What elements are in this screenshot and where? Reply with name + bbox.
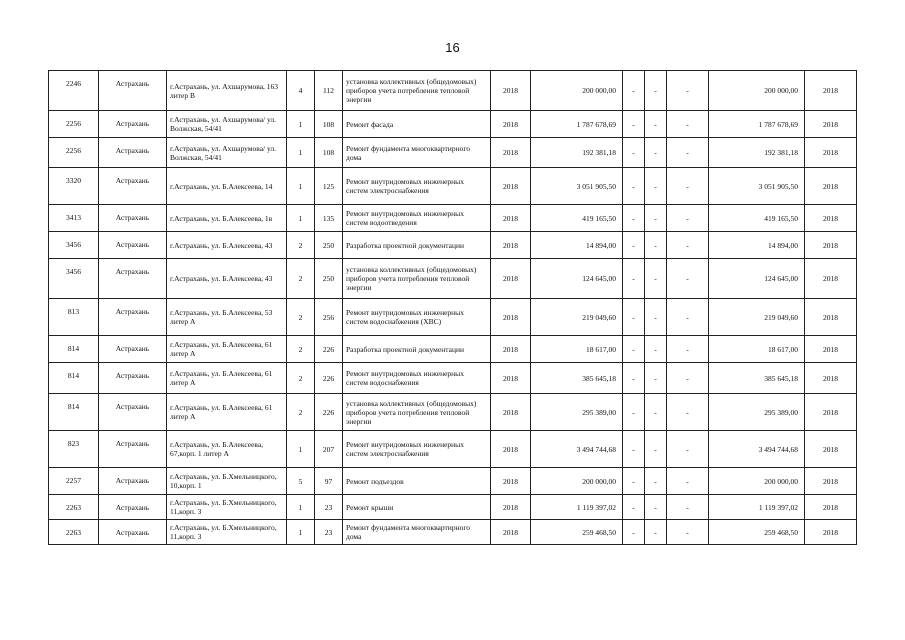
row-year-end: 2018 xyxy=(805,299,857,336)
row-year-end: 2018 xyxy=(805,71,857,111)
row-year-end: 2018 xyxy=(805,363,857,394)
row-dash-2: - xyxy=(645,232,667,259)
row-id: 2246 xyxy=(49,71,99,111)
row-total: 14 894,00 xyxy=(709,232,805,259)
row-total: 18 617,00 xyxy=(709,336,805,363)
row-address: г.Астрахань, ул. Б.Алексеева, 67,корп. 1 литер А xyxy=(167,431,287,468)
row-work-type: установка коллективных (общедомовых) приборов учета потребления тепловой энергии xyxy=(343,259,491,299)
row-id: 2263 xyxy=(49,520,99,545)
row-year: 2018 xyxy=(491,468,531,495)
row-year: 2018 xyxy=(491,336,531,363)
row-work-type: Ремонт внутридомовых инженерных систем электроснабжения xyxy=(343,168,491,205)
row-floors: 1 xyxy=(287,168,315,205)
row-work-type: Разработка проектной документации xyxy=(343,232,491,259)
row-dash-2: - xyxy=(645,168,667,205)
row-dash-2: - xyxy=(645,363,667,394)
row-city: Астрахань xyxy=(99,431,167,468)
row-year: 2018 xyxy=(491,138,531,168)
row-dash-2: - xyxy=(645,138,667,168)
row-year-end: 2018 xyxy=(805,520,857,545)
table-row xyxy=(49,168,857,205)
row-year-end: 2018 xyxy=(805,495,857,520)
row-city: Астрахань xyxy=(99,495,167,520)
row-dash-2: - xyxy=(645,299,667,336)
row-address: г.Астрахань, ул. Б.Алексеева, 61 литер А xyxy=(167,336,287,363)
row-id: 814 xyxy=(49,394,99,431)
row-sum: 1 787 678,69 xyxy=(531,111,623,138)
row-city: Астрахань xyxy=(99,520,167,545)
row-city: Астрахань xyxy=(99,363,167,394)
row-id: 814 xyxy=(49,363,99,394)
row-dash-1: - xyxy=(623,394,645,431)
row-year-end: 2018 xyxy=(805,394,857,431)
row-apartments: 226 xyxy=(315,394,343,431)
row-dash-2: - xyxy=(645,520,667,545)
row-work-type: Ремонт фасада xyxy=(343,111,491,138)
row-dash-1: - xyxy=(623,520,645,545)
row-floors: 4 xyxy=(287,71,315,111)
row-sum: 259 468,50 xyxy=(531,520,623,545)
row-dash-3: - xyxy=(667,259,709,299)
row-sum: 3 494 744,68 xyxy=(531,431,623,468)
row-city: Астрахань xyxy=(99,71,167,111)
row-total: 385 645,18 xyxy=(709,363,805,394)
row-address: г.Астрахань, ул. Б.Алексеева, 53 литер А xyxy=(167,299,287,336)
row-dash-1: - xyxy=(623,495,645,520)
row-total: 3 051 905,50 xyxy=(709,168,805,205)
row-work-type: Ремонт крыши xyxy=(343,495,491,520)
row-work-type: Разработка проектной документации xyxy=(343,336,491,363)
row-dash-1: - xyxy=(623,168,645,205)
row-dash-1: - xyxy=(623,111,645,138)
row-dash-3: - xyxy=(667,363,709,394)
row-dash-1: - xyxy=(623,205,645,232)
table-row xyxy=(49,259,857,299)
row-dash-3: - xyxy=(667,336,709,363)
row-sum: 219 049,60 xyxy=(531,299,623,336)
row-id: 3413 xyxy=(49,205,99,232)
row-total: 192 381,18 xyxy=(709,138,805,168)
row-year-end: 2018 xyxy=(805,468,857,495)
row-city: Астрахань xyxy=(99,336,167,363)
row-work-type: Ремонт внутридомовых инженерных систем водоотведения xyxy=(343,205,491,232)
table-row xyxy=(49,299,857,336)
table-row xyxy=(49,520,857,545)
row-dash-3: - xyxy=(667,205,709,232)
row-address: г.Астрахань, ул. Б.Алексеева, 14 xyxy=(167,168,287,205)
row-city: Астрахань xyxy=(99,168,167,205)
row-total: 259 468,50 xyxy=(709,520,805,545)
row-city: Астрахань xyxy=(99,232,167,259)
row-floors: 2 xyxy=(287,299,315,336)
row-dash-3: - xyxy=(667,520,709,545)
row-address: г.Астрахань, ул. Б.Хмельницкого, 10,корп. 1 xyxy=(167,468,287,495)
row-sum: 124 645,00 xyxy=(531,259,623,299)
row-total: 1 119 397,02 xyxy=(709,495,805,520)
row-sum: 192 381,18 xyxy=(531,138,623,168)
row-city: Астрахань xyxy=(99,111,167,138)
row-floors: 2 xyxy=(287,336,315,363)
row-year: 2018 xyxy=(491,232,531,259)
row-dash-1: - xyxy=(623,363,645,394)
row-city: Астрахань xyxy=(99,138,167,168)
row-address: г.Астрахань, ул. Б.Хмельницкого, 11,корп. 3 xyxy=(167,520,287,545)
table-row xyxy=(49,468,857,495)
row-address: г.Астрахань, ул. Б.Алексеева, 43 xyxy=(167,259,287,299)
row-dash-2: - xyxy=(645,468,667,495)
row-year: 2018 xyxy=(491,111,531,138)
row-floors: 1 xyxy=(287,138,315,168)
row-total: 295 389,00 xyxy=(709,394,805,431)
row-year-end: 2018 xyxy=(805,259,857,299)
row-floors: 2 xyxy=(287,259,315,299)
row-floors: 2 xyxy=(287,363,315,394)
row-city: Астрахань xyxy=(99,259,167,299)
row-work-type: Ремонт фундамента многоквартирного дома xyxy=(343,520,491,545)
repair-program-table xyxy=(48,70,857,545)
row-dash-3: - xyxy=(667,431,709,468)
row-dash-1: - xyxy=(623,71,645,111)
row-dash-3: - xyxy=(667,232,709,259)
row-address: г.Астрахань, ул. Ахшарумова, 163 литер В xyxy=(167,71,287,111)
row-id: 813 xyxy=(49,299,99,336)
row-sum: 18 617,00 xyxy=(531,336,623,363)
row-city: Астрахань xyxy=(99,468,167,495)
row-address: г.Астрахань, ул. Б.Хмельницкого, 11,корп. 3 xyxy=(167,495,287,520)
row-floors: 1 xyxy=(287,431,315,468)
row-apartments: 135 xyxy=(315,205,343,232)
row-year-end: 2018 xyxy=(805,205,857,232)
row-year: 2018 xyxy=(491,299,531,336)
row-apartments: 250 xyxy=(315,259,343,299)
table-row xyxy=(49,205,857,232)
row-id: 2256 xyxy=(49,111,99,138)
row-year-end: 2018 xyxy=(805,431,857,468)
row-id: 2257 xyxy=(49,468,99,495)
row-total: 200 000,00 xyxy=(709,71,805,111)
row-year: 2018 xyxy=(491,495,531,520)
row-dash-1: - xyxy=(623,259,645,299)
row-year-end: 2018 xyxy=(805,336,857,363)
row-total: 1 787 678,69 xyxy=(709,111,805,138)
row-year: 2018 xyxy=(491,520,531,545)
row-apartments: 250 xyxy=(315,232,343,259)
row-year-end: 2018 xyxy=(805,232,857,259)
row-dash-3: - xyxy=(667,468,709,495)
row-id: 2263 xyxy=(49,495,99,520)
table-body xyxy=(49,71,857,545)
row-id: 3456 xyxy=(49,232,99,259)
row-sum: 385 645,18 xyxy=(531,363,623,394)
row-total: 200 000,00 xyxy=(709,468,805,495)
row-floors: 1 xyxy=(287,495,315,520)
row-id: 3320 xyxy=(49,168,99,205)
row-address: г.Астрахань, ул. Ахшарумова/ ул. Волжская, 54/41 xyxy=(167,111,287,138)
row-dash-3: - xyxy=(667,111,709,138)
row-apartments: 23 xyxy=(315,495,343,520)
row-apartments: 108 xyxy=(315,138,343,168)
row-address: г.Астрахань, ул. Б.Алексеева, 61 литер А xyxy=(167,363,287,394)
row-work-type: Ремонт фундамента многоквартирного дома xyxy=(343,138,491,168)
row-work-type: Ремонт внутридомовых инженерных систем водоснабжения (ХВС) xyxy=(343,299,491,336)
row-year: 2018 xyxy=(491,259,531,299)
table-row xyxy=(49,111,857,138)
table-row xyxy=(49,138,857,168)
row-dash-2: - xyxy=(645,259,667,299)
row-address: г.Астрахань, ул. Б.Алексеева, 43 xyxy=(167,232,287,259)
row-address: г.Астрахань, ул. Б.Алексеева, 61 литер А xyxy=(167,394,287,431)
row-dash-2: - xyxy=(645,394,667,431)
row-year-end: 2018 xyxy=(805,168,857,205)
row-apartments: 108 xyxy=(315,111,343,138)
row-id: 823 xyxy=(49,431,99,468)
row-sum: 295 389,00 xyxy=(531,394,623,431)
row-dash-1: - xyxy=(623,431,645,468)
row-apartments: 112 xyxy=(315,71,343,111)
row-dash-3: - xyxy=(667,299,709,336)
row-dash-2: - xyxy=(645,431,667,468)
row-work-type: Ремонт внутридомовых инженерных систем водоснабжения xyxy=(343,363,491,394)
table-row xyxy=(49,232,857,259)
row-id: 3456 xyxy=(49,259,99,299)
row-dash-3: - xyxy=(667,71,709,111)
row-id: 2256 xyxy=(49,138,99,168)
table-row xyxy=(49,71,857,111)
row-apartments: 256 xyxy=(315,299,343,336)
row-city: Астрахань xyxy=(99,394,167,431)
row-dash-1: - xyxy=(623,232,645,259)
row-dash-3: - xyxy=(667,394,709,431)
table-row xyxy=(49,431,857,468)
row-dash-1: - xyxy=(623,468,645,495)
row-sum: 200 000,00 xyxy=(531,71,623,111)
row-apartments: 125 xyxy=(315,168,343,205)
row-floors: 1 xyxy=(287,111,315,138)
row-dash-3: - xyxy=(667,495,709,520)
row-floors: 5 xyxy=(287,468,315,495)
row-year: 2018 xyxy=(491,394,531,431)
row-total: 219 049,60 xyxy=(709,299,805,336)
row-dash-2: - xyxy=(645,205,667,232)
row-work-type: Ремонт внутридомовых инженерных систем электроснабжения xyxy=(343,431,491,468)
row-year: 2018 xyxy=(491,71,531,111)
row-dash-1: - xyxy=(623,336,645,363)
row-city: Астрахань xyxy=(99,299,167,336)
row-apartments: 226 xyxy=(315,363,343,394)
row-sum: 200 000,00 xyxy=(531,468,623,495)
table-row xyxy=(49,363,857,394)
row-total: 419 165,50 xyxy=(709,205,805,232)
row-sum: 3 051 905,50 xyxy=(531,168,623,205)
row-year: 2018 xyxy=(491,431,531,468)
row-dash-3: - xyxy=(667,138,709,168)
row-sum: 14 894,00 xyxy=(531,232,623,259)
page-number: 16 xyxy=(445,40,460,55)
row-year: 2018 xyxy=(491,168,531,205)
row-dash-2: - xyxy=(645,336,667,363)
row-year: 2018 xyxy=(491,205,531,232)
row-floors: 2 xyxy=(287,232,315,259)
row-total: 3 494 744,68 xyxy=(709,431,805,468)
row-apartments: 23 xyxy=(315,520,343,545)
row-dash-1: - xyxy=(623,138,645,168)
row-year-end: 2018 xyxy=(805,111,857,138)
row-floors: 1 xyxy=(287,205,315,232)
row-apartments: 226 xyxy=(315,336,343,363)
table-row xyxy=(49,336,857,363)
table-row xyxy=(49,394,857,431)
row-address: г.Астрахань, ул. Ахшарумова/ ул. Волжская, 54/41 xyxy=(167,138,287,168)
row-dash-3: - xyxy=(667,168,709,205)
row-work-type: Ремонт подъездов xyxy=(343,468,491,495)
row-apartments: 97 xyxy=(315,468,343,495)
row-dash-2: - xyxy=(645,495,667,520)
row-year-end: 2018 xyxy=(805,138,857,168)
row-floors: 1 xyxy=(287,520,315,545)
row-dash-1: - xyxy=(623,299,645,336)
row-sum: 419 165,50 xyxy=(531,205,623,232)
row-apartments: 207 xyxy=(315,431,343,468)
row-year: 2018 xyxy=(491,363,531,394)
row-dash-2: - xyxy=(645,71,667,111)
table-row xyxy=(49,495,857,520)
row-floors: 2 xyxy=(287,394,315,431)
row-id: 814 xyxy=(49,336,99,363)
row-sum: 1 119 397,02 xyxy=(531,495,623,520)
row-dash-2: - xyxy=(645,111,667,138)
row-work-type: установка коллективных (общедомовых) приборов учета потребления тепловой энергии xyxy=(343,394,491,431)
row-city: Астрахань xyxy=(99,205,167,232)
row-address: г.Астрахань, ул. Б.Алексеева, 1в xyxy=(167,205,287,232)
row-total: 124 645,00 xyxy=(709,259,805,299)
row-work-type: установка коллективных (общедомовых) приборов учета потребления тепловой энергии xyxy=(343,71,491,111)
